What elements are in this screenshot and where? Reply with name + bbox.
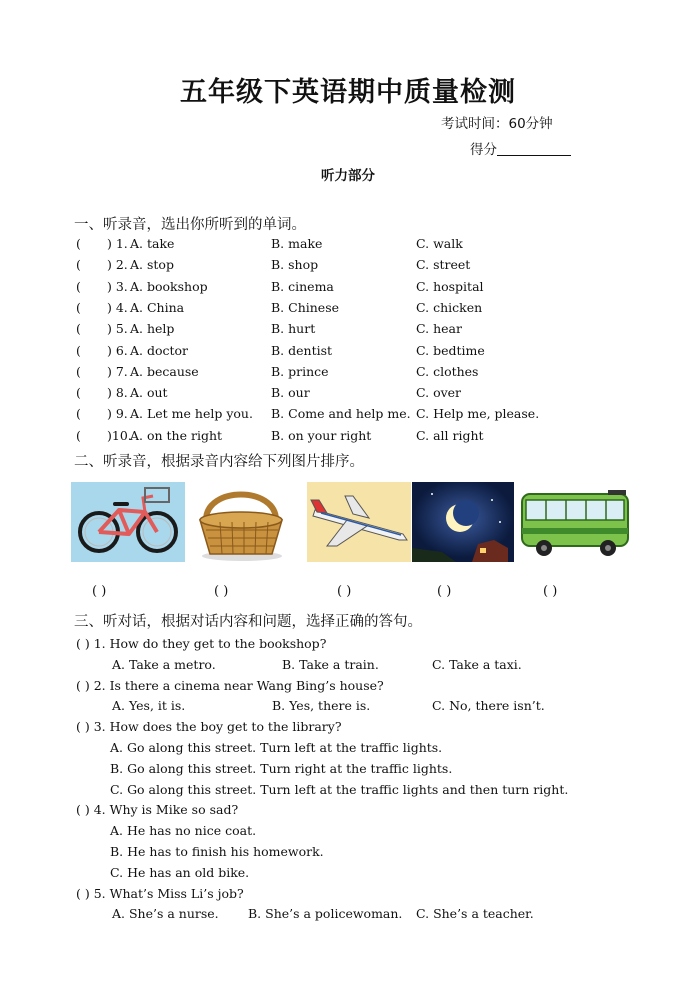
page-title: 五年级下英语期中质量检测: [180, 77, 516, 108]
question-row: [0, 297, 696, 318]
order-blank-3[interactable]: ( ): [337, 584, 352, 599]
answer-option[interactable]: C. He has an old bike.: [110, 864, 250, 880]
exam-time: 考试时间：60分钟: [441, 116, 553, 132]
option-a: A. because: [130, 363, 199, 379]
answer-option[interactable]: A. She’s a nurse.: [112, 906, 219, 922]
question-text: ( ) 3. How does the boy get to the library?: [76, 719, 342, 735]
bicycle-picture: [71, 482, 185, 562]
answer-paren[interactable]: (: [76, 321, 81, 337]
section2-heading: 二、听录音，根据录音内容给下列图片排序。: [74, 454, 364, 470]
question-row: [0, 403, 696, 424]
question-row: [0, 340, 696, 361]
question-row: [0, 233, 696, 254]
option-c: C. hospital: [416, 278, 484, 294]
answer-paren[interactable]: (: [76, 257, 81, 273]
answer-option[interactable]: C. She’s a teacher.: [416, 906, 534, 922]
airplane-picture: [307, 482, 411, 562]
option-c: C. chicken: [416, 299, 483, 315]
listening-part-title: 听力部分: [321, 168, 375, 184]
answer-paren[interactable]: (: [76, 385, 81, 401]
answer-option[interactable]: A. Take a metro.: [112, 656, 216, 672]
question-number: ) 1.: [107, 236, 128, 251]
answer-option[interactable]: B. Take a train.: [282, 656, 379, 672]
option-b: B. hurt: [271, 321, 316, 337]
question-row: [0, 318, 696, 339]
answer-option[interactable]: B. He has to finish his homework.: [110, 844, 324, 859]
question-number: ) 2.: [107, 257, 128, 273]
question-text: ( ) 1. How do they get to the bookshop?: [76, 636, 327, 651]
order-blank-4[interactable]: ( ): [437, 584, 452, 599]
option-c: C. all right: [416, 427, 484, 443]
question-row: [0, 254, 696, 275]
option-c: C. hear: [416, 321, 462, 337]
question-text: ( ) 5. What’s Miss Li’s job?: [76, 885, 244, 901]
question-number: )10.: [107, 427, 132, 443]
question-number: ) 3.: [107, 278, 128, 294]
question-number: ) 8.: [107, 385, 128, 401]
answer-paren[interactable]: (: [76, 278, 81, 294]
basket-picture: [190, 482, 290, 562]
option-b: B. cinema: [271, 278, 334, 294]
option-a: A. bookshop: [130, 278, 208, 294]
option-b: B. prince: [271, 363, 329, 379]
option-c: C. street: [416, 257, 471, 273]
answer-option[interactable]: A. Go along this street. Turn left at the traffic lights.: [110, 740, 443, 755]
option-a: A. stop: [130, 257, 174, 273]
option-b: B. Come and help me.: [271, 406, 411, 422]
answer-paren[interactable]: (: [76, 236, 81, 251]
option-b: B. dentist: [271, 342, 333, 358]
option-c: C. Help me, please.: [416, 406, 540, 422]
section1-heading: 一、听录音，选出你所听到的单词。: [74, 217, 306, 233]
answer-option[interactable]: C. No, there isn’t.: [432, 698, 545, 714]
option-c: C. clothes: [416, 363, 479, 379]
question-number: ) 6.: [107, 342, 128, 358]
answer-option[interactable]: B. Yes, there is.: [272, 698, 371, 714]
option-a: A. out: [130, 385, 168, 401]
question-row: [0, 361, 696, 382]
bus-picture: [516, 482, 634, 562]
option-b: B. shop: [271, 257, 319, 273]
answer-option[interactable]: A. Yes, it is.: [112, 698, 186, 714]
night-moon-picture: [412, 482, 514, 562]
answer-option[interactable]: C. Go along this street. Turn left at the traffic lights and then turn right.: [110, 781, 569, 797]
order-blank-2[interactable]: ( ): [214, 584, 229, 599]
option-c: C. bedtime: [416, 342, 485, 358]
question-text: ( ) 4. Why is Mike so sad?: [76, 802, 239, 818]
question-text: ( ) 2. Is there a cinema near Wang Bing’s house?: [76, 677, 384, 693]
option-a: A. China: [130, 299, 185, 315]
answer-paren[interactable]: (: [76, 427, 81, 443]
option-a: A. doctor: [130, 342, 189, 358]
question-number: ) 7.: [107, 363, 128, 379]
question-row: [0, 382, 696, 403]
answer-paren[interactable]: (: [76, 342, 81, 358]
option-b: B. our: [271, 385, 310, 401]
option-c: C. walk: [416, 236, 463, 251]
answer-option[interactable]: A. He has no nice coat.: [110, 823, 257, 839]
answer-option[interactable]: B. She’s a policewoman.: [248, 906, 403, 922]
option-b: B. make: [271, 236, 323, 251]
score-field: [470, 138, 571, 158]
question-number: ) 9.: [107, 406, 128, 422]
order-blank-1[interactable]: ( ): [92, 584, 107, 599]
option-a: A. Let me help you.: [130, 406, 253, 422]
option-a: A. take: [130, 236, 175, 251]
answer-paren[interactable]: (: [76, 406, 81, 422]
answer-option[interactable]: C. Take a taxi.: [432, 656, 522, 672]
option-c: C. over: [416, 385, 462, 401]
question-number: ) 4.: [107, 299, 128, 315]
answer-paren[interactable]: (: [76, 299, 81, 315]
section3-heading: 三、听对话，根据对话内容和问题，选择正确的答句。: [74, 614, 422, 630]
option-b: B. on your right: [271, 427, 372, 443]
score-blank: [497, 142, 571, 156]
order-blank-5[interactable]: ( ): [543, 584, 558, 599]
question-row: [0, 276, 696, 297]
answer-paren[interactable]: (: [76, 363, 81, 379]
option-a: A. help: [130, 321, 175, 337]
option-a: A. on the right: [130, 427, 223, 443]
score-label: 得分: [470, 142, 497, 158]
question-row: [0, 425, 696, 446]
answer-option[interactable]: B. Go along this street. Turn right at the traffic lights.: [110, 760, 453, 776]
option-b: B. Chinese: [271, 299, 340, 315]
question-number: ) 5.: [107, 321, 128, 337]
